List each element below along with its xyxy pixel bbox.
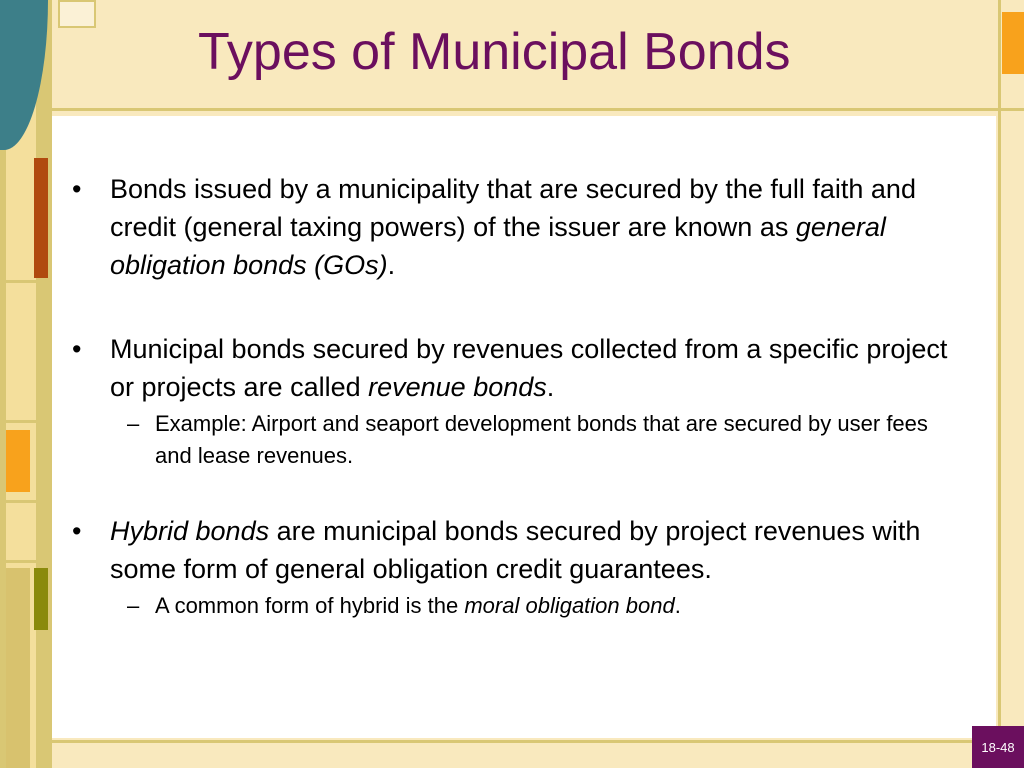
orange-accent-top-right [1002, 12, 1024, 74]
sub-bullet-revenue-example [70, 408, 960, 472]
bullet-text: Municipal bonds secured by revenues collected from a specific project or projects are called [110, 334, 948, 402]
bullet-text-end: . [546, 372, 555, 402]
bullet-text-end: . [387, 250, 396, 280]
orange-accent-left [6, 430, 30, 492]
bullet-text: Bonds issued by a municipality that are secured by the full faith and credit (general taxing powers) of the issuer are known as [110, 174, 916, 242]
page-number-badge [972, 726, 1024, 768]
bullet-list [70, 170, 960, 622]
slide-title: Types of Municipal Bonds [198, 23, 791, 81]
sub-bullet-hybrid-example [70, 590, 960, 622]
sub-bullet-marker: – [127, 411, 140, 436]
left-rule-2 [0, 420, 52, 423]
left-rule-3 [0, 500, 52, 503]
gold-accent-left [6, 568, 30, 768]
top-left-cream-box [58, 0, 96, 28]
sub-bullet-marker: – [127, 593, 140, 618]
sub-bullet-text: A common form of hybrid is the [155, 593, 465, 618]
bottom-rule [52, 740, 1024, 743]
bullet-marker: • [72, 334, 82, 364]
rust-accent-bar [34, 158, 48, 278]
bullet-emphasis: revenue bonds [368, 372, 547, 402]
bullet-emphasis: Hybrid bonds [110, 516, 270, 546]
right-rule [998, 0, 1001, 768]
bullet-item-general-obligation [70, 170, 960, 284]
bullet-text: are municipal bonds secured by project revenues with some form of general obligation credit guarantees. [110, 516, 921, 584]
sub-bullet-emphasis: moral obligation bond [464, 593, 675, 618]
bullet-marker: • [72, 516, 82, 546]
top-rule [52, 108, 1024, 111]
bullet-item-revenue-bonds [70, 330, 960, 406]
sub-bullet-text-end: . [674, 593, 681, 618]
page-number: 18-48 [981, 739, 1015, 755]
left-rule-4 [0, 560, 52, 563]
sub-bullet-text: Example: Airport and seaport development bonds that are secured by user fees and lease revenues. [155, 411, 928, 468]
bullet-marker: • [72, 174, 82, 204]
bullet-item-hybrid-bonds [70, 512, 960, 588]
bullet-emphasis: general obligation bonds (GOs) [110, 212, 886, 280]
olive-accent-left [34, 568, 48, 630]
left-rule-1 [0, 280, 52, 283]
